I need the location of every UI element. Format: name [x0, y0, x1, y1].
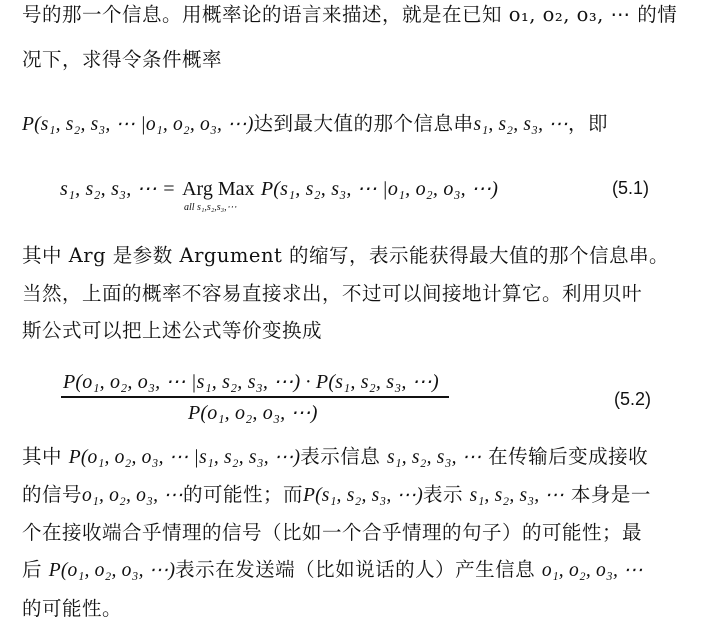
equation-5-1 — [60, 175, 498, 202]
equation-5-2-numerator — [63, 368, 439, 395]
equation-5-1-lhs: s₁, s₂, s₃, ⋯ = — [60, 178, 176, 200]
paragraph-4-line-1 — [22, 444, 648, 471]
p4-l2-sequence-o: o₁, o₂, o₃, ⋯ — [82, 485, 183, 506]
paragraph-2-end: ，即 — [568, 112, 609, 135]
paragraph-1-line-2: 况下，求得令条件概率 — [22, 48, 223, 71]
p4-l2-text-d: 本身是一 — [570, 483, 651, 506]
channel-probability-expression: P(o₁, o₂, o₃, ⋯ |s₁, s₂, s₃, ⋯) — [68, 447, 301, 468]
equation-5-2-number: (5.2) — [614, 389, 652, 409]
paragraph-1-line-1: 号的那一个信息。用概率论的语言来描述，就是在已知 o₁, o₂, o₃, ⋯ 的情 — [22, 3, 678, 26]
prior-probability-expression: P(s₁, s₂, s₃, ⋯) — [302, 485, 423, 506]
p4-l1-text-c: 在传输后变成接收 — [488, 445, 649, 468]
paragraph-3-line-3: 斯公式可以把上述公式等价变换成 — [22, 319, 323, 342]
p4-l2-sequence-s: s₁, s₂, s₃, ⋯ — [469, 485, 565, 506]
numerator-expression: P(o₁, o₂, o₃, ⋯ |s₁, s₂, s₃, ⋯) · P(s₁, s₂, s₃, ⋯) — [63, 371, 439, 393]
paragraph-4-line-5: 的可能性。 — [22, 597, 123, 620]
paragraph-2-line-1 — [22, 111, 608, 138]
p4-l1-text-b: 表示信息 — [300, 445, 381, 468]
argmax-operator: Arg Max — [182, 178, 255, 200]
p4-l4-text-b: 表示在发送端（比如说话的人）产生信息 — [175, 558, 536, 581]
p4-l1-text-a: 其中 — [22, 445, 63, 468]
p4-l4-sequence-o: o₁, o₂, o₃, ⋯ — [541, 560, 643, 581]
denominator-expression: P(o₁, o₂, o₃, ⋯) — [188, 402, 318, 424]
signal-sequence-s: s₁, s₂, s₃, ⋯ — [473, 114, 569, 135]
equation-5-1-number: (5.1) — [612, 178, 650, 198]
fraction-bar — [61, 396, 449, 398]
p4-l2-text-b: 的可能性；而 — [182, 483, 303, 506]
paragraph-3-line-2: 当然，上面的概率不容易直接求出，不过可以间接地计算它。利用贝叶 — [22, 282, 643, 305]
p4-l2-text-c: 表示 — [422, 483, 463, 506]
paragraph-2-text: 达到最大值的那个信息串 — [253, 112, 474, 135]
equation-5-1-rhs: P(s₁, s₂, s₃, ⋯ |o₁, o₂, o₃, ⋯) — [260, 178, 499, 200]
argmax-subscript: all s₁,s₂,s₃,⋯ — [184, 202, 237, 213]
conditional-probability-expression: P(s₁, s₂, s₃, ⋯ |o₁, o₂, o₃, ⋯) — [22, 114, 254, 135]
paragraph-4-line-2 — [22, 482, 651, 509]
equation-5-2-denominator — [188, 399, 318, 426]
paragraph-4-line-4 — [22, 557, 643, 584]
paragraph-3-line-1: 其中 Arg 是参数 Argument 的缩写，表示能获得最大值的那个信息串。 — [22, 244, 670, 267]
paragraph-4-line-3: 个在接收端合乎情理的信号（比如一个合乎情理的句子）的可能性；最 — [22, 521, 643, 544]
observation-probability-expression: P(o₁, o₂, o₃, ⋯) — [48, 560, 176, 581]
p4-l1-sequence-s: s₁, s₂, s₃, ⋯ — [386, 447, 482, 468]
p4-l4-text-a: 后 — [22, 558, 43, 581]
p4-l2-text-a: 的信号 — [22, 483, 83, 506]
